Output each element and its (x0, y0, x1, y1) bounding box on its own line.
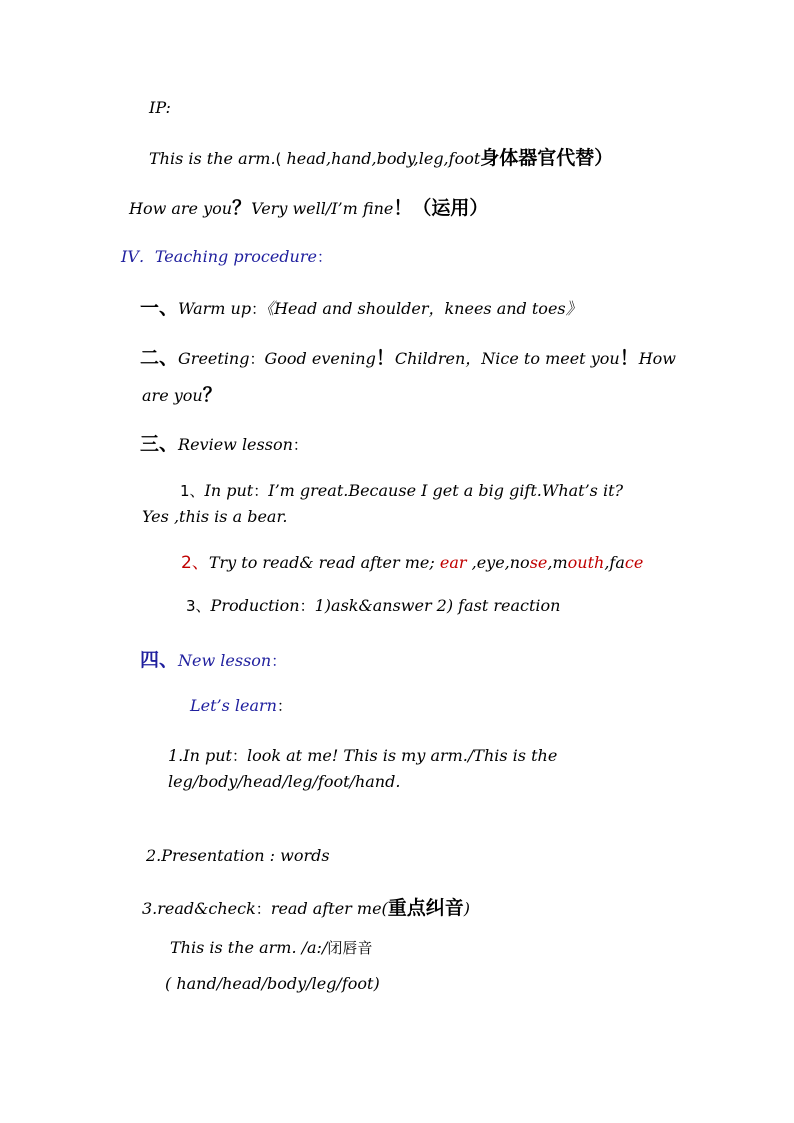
greeting-line: 二、Greeting：Good evening！Children，Nice to meet you！How (140, 347, 676, 369)
arm-line: This is the arm.( head,hand,body,leg,foot身体器官代替） (149, 147, 614, 169)
ip-label: IP: (149, 98, 171, 117)
lets-learn-heading: Let’s learn： (190, 696, 292, 715)
how-are-you-line: How are you？Very well/I’m fine！（运用） (129, 197, 489, 219)
new-input-line-2: leg/body/head/leg/foot/hand. (168, 772, 401, 791)
try-to-read-line: 2、Try to read& read after me; ear ,eye,nose,mouth,face (181, 553, 644, 573)
read-check-line: 3.read&check：read after me(重点纠音) (142, 897, 471, 919)
presentation-line: 2.Presentation : words (146, 846, 330, 865)
review-lesson-heading: 三、Review lesson： (140, 433, 308, 455)
new-lesson-heading: 四、New lesson： (140, 649, 287, 671)
teaching-procedure-heading: IV．Teaching procedure： (121, 247, 332, 266)
words-paren-line: ( hand/head/body/leg/foot) (165, 974, 380, 993)
production-line: 3、Production：1)ask&answer 2) fast reaction (186, 596, 561, 615)
new-input-line: 1.In put：look at me! This is my arm./This is the (168, 746, 558, 765)
review-input-line: 1、In put：I’m great.Because I get a big gift.What’s it? (180, 481, 624, 500)
arm-sound-line: This is the arm. /a:/闭唇音 (170, 938, 373, 957)
review-input-line-2: Yes ,this is a bear. (142, 507, 288, 526)
greeting-line-2: are you？ (142, 384, 222, 406)
warm-up-line: 一、Warm up：《Head and shoulder，knees and toes》 (140, 297, 582, 319)
